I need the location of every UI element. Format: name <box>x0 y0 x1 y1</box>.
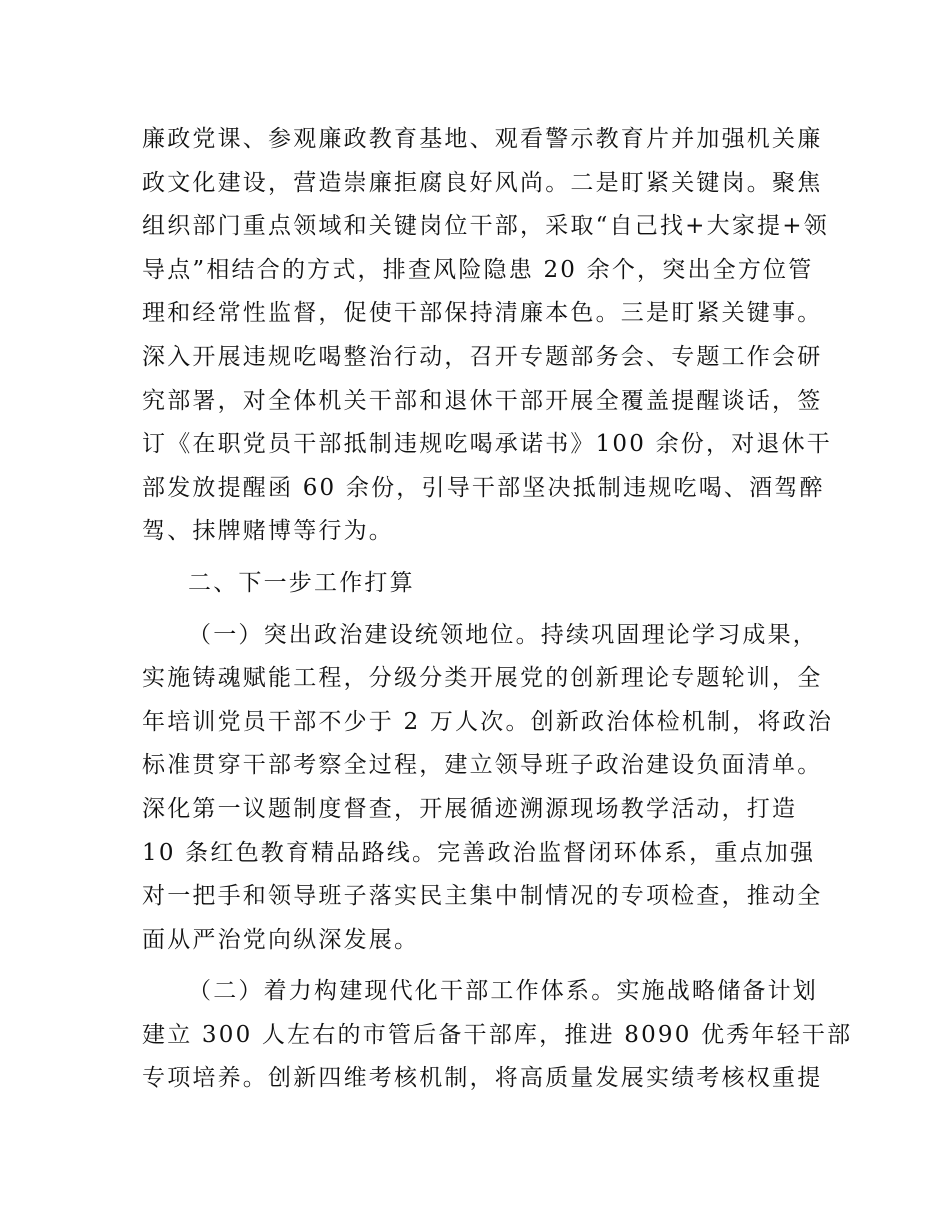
text-line: 理和经常性监督，促使干部保持清廉本色。三是盯紧关键事。 <box>142 300 823 327</box>
text-line: 建立 300 人左右的市管后备干部库，推进 8090 优秀年轻干部 <box>142 1021 853 1048</box>
text-line: 导点”相结合的方式，排查风险隐患 20 余个，突出全方位管 <box>142 256 814 283</box>
text-line: 面从严治党向纵深发展。 <box>142 926 420 953</box>
text-line: 10 条红色教育精品路线。完善政治监督闭环体系，重点加强 <box>142 839 816 866</box>
text-line: 订《在职党员干部抵制违规吃喝承诺书》100 余份，对退休干 <box>142 431 833 458</box>
paragraph-cadre-system <box>142 970 853 1101</box>
text-line: （一）突出政治建设统领地位。持续巩固理论学习成果， <box>188 621 818 648</box>
text-line: 对一把手和领导班子落实民主集中制情况的专项检查，推动全 <box>142 883 823 910</box>
paragraph-political-construction <box>142 614 834 963</box>
text-line: 专项培养。创新四维考核机制，将高质量发展实绩考核权重提 <box>142 1065 823 1092</box>
text-line: 标准贯穿干部考察全过程，建立领导班子政治建设负面清单。 <box>142 752 823 779</box>
text-line: 年培训党员干部不少于 2 万人次。创新政治体检机制，将政治 <box>142 708 834 735</box>
text-line: 部发放提醒函 60 余份，引导干部坚决抵制违规吃喝、酒驾醉 <box>142 474 825 501</box>
text-line: 廉政党课、参观廉政教育基地、观看警示教育片并加强机关廉 <box>142 126 823 152</box>
text-line: 驾、抹牌赌博等行为。 <box>142 518 394 545</box>
text-line: 实施铸魂赋能工程，分级分类开展党的创新理论专题轮训，全 <box>142 665 823 692</box>
text-line: 深入开展违规吃喝整治行动，召开专题部务会、专题工作会研 <box>142 343 823 370</box>
text-line: 组织部门重点领域和关键岗位干部，采取“自己找+大家提+领 <box>142 213 829 240</box>
document-body <box>142 118 853 1101</box>
text-line: 深化第一议题制度督查，开展循迹溯源现场教学活动，打造 <box>142 795 798 822</box>
text-line: 政文化建设，营造崇廉拒腐良好风尚。二是盯紧关键岗。聚焦 <box>142 169 823 196</box>
section-heading: 二、下一步工作打算 <box>188 569 415 596</box>
text-line: 究部署，对全体机关干部和退休干部开展全覆盖提醒谈话，签 <box>142 387 823 414</box>
paragraph-discipline-continuation <box>142 118 833 554</box>
text-line: （二）着力构建现代化干部工作体系。实施战略储备计划 <box>188 978 818 1005</box>
